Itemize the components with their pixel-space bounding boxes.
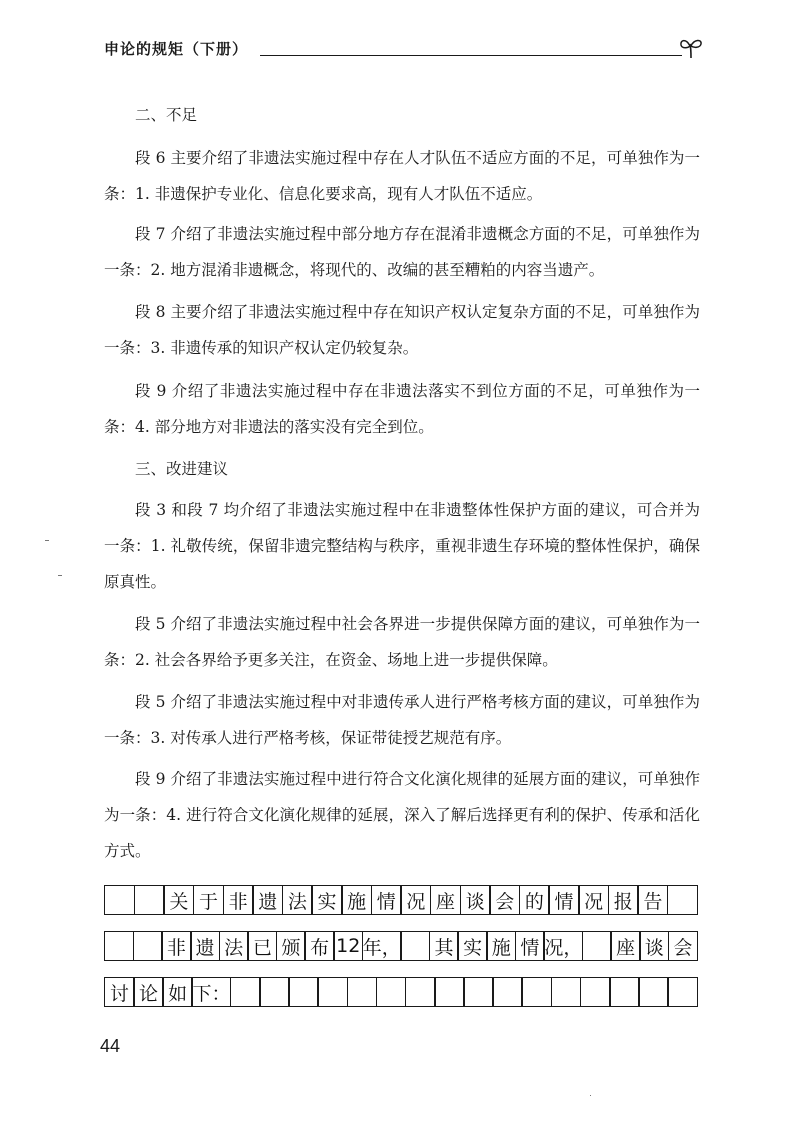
answer-grid-row <box>104 885 698 915</box>
grid-cell: 非 <box>161 931 191 961</box>
running-header <box>104 36 704 66</box>
grid-cell <box>667 885 698 915</box>
grid-cell: 情 <box>548 885 579 915</box>
section-heading-suggestions: 三、改进建议 <box>135 460 229 478</box>
grid-cell: 实 <box>457 931 487 961</box>
answer-grid-row <box>104 977 698 1007</box>
grid-cell: 实 <box>311 885 342 915</box>
grid-cell: 况 <box>578 885 609 915</box>
grid-cell: 情 <box>371 885 402 915</box>
grid-cell: 已 <box>247 931 277 961</box>
paragraph: 段 5 介绍了非遗法实施过程中社会各界进一步提供保障方面的建议，可单独作为一条：2. 社会各界给予更多关注，在资金、场地上进一步提供保障。 <box>104 615 700 669</box>
grid-cell: 颁 <box>276 931 306 961</box>
grid-cell: 年， <box>362 931 402 961</box>
grid-cell: 施 <box>486 931 516 961</box>
grid-cell: 的 <box>519 885 550 915</box>
grid-cell <box>104 885 135 915</box>
grid-cell <box>400 931 430 961</box>
grid-cell <box>492 977 523 1007</box>
grid-cell: 况， <box>543 931 583 961</box>
grid-cell <box>638 977 669 1007</box>
grid-cell <box>580 977 611 1007</box>
grid-cell <box>551 977 582 1007</box>
book-title: 申论的规矩（下册） <box>104 40 249 58</box>
grid-cell: 法 <box>282 885 313 915</box>
grid-cell: 座 <box>610 931 640 961</box>
grid-cell <box>609 977 640 1007</box>
grid-cell <box>582 931 612 961</box>
grid-cell: 告 <box>637 885 668 915</box>
grid-cell: 12 <box>333 931 363 961</box>
grid-cell <box>288 977 319 1007</box>
grid-cell: 情 <box>515 931 545 961</box>
paragraph: 段 7 介绍了非遗法实施过程中部分地方存在混淆非遗概念方面的不足，可单独作为一条：2. 地方混淆非遗概念，将现代的、改编的甚至糟粕的内容当遗产。 <box>104 225 700 279</box>
paragraph: 段 9 介绍了非遗法实施过程中存在非遗法落实不到位方面的不足，可单独作为一条：4. 部分地方对非遗法的落实没有完全到位。 <box>104 382 700 436</box>
answer-grid-row <box>104 931 698 961</box>
grid-cell <box>667 977 698 1007</box>
page-number: 44 <box>100 1036 121 1056</box>
paragraph: 段 9 介绍了非遗法实施过程中进行符合文化演化规律的延展方面的建议，可单独作为一条：4. 进行符合文化演化规律的延展，深入了解后选择更有利的保护、传承和活化方式。 <box>104 770 700 860</box>
grid-cell: 会 <box>668 931 698 961</box>
grid-cell: 非 <box>223 885 254 915</box>
paragraph: 段 8 主要介绍了非遗法实施过程中存在知识产权认定复杂方面的不足，可单独作为一条：3. 非遗传承的知识产权认定仍较复杂。 <box>104 303 700 357</box>
grid-cell <box>259 977 290 1007</box>
paragraph: 段 3 和段 7 均介绍了非遗法实施过程中在非遗整体性保护方面的建议，可合并为一条：1. 礼敬传统，保留非遗完整结构与秩序，重视非遗生存环境的整体性保护，确保原真性。 <box>104 501 700 591</box>
grid-cell: 遗 <box>252 885 283 915</box>
grid-cell: 讨 <box>104 977 135 1007</box>
grid-cell: 施 <box>341 885 372 915</box>
grid-cell: 报 <box>608 885 639 915</box>
grid-cell: 如 <box>162 977 193 1007</box>
grid-cell <box>134 885 165 915</box>
grid-cell: 其 <box>429 931 459 961</box>
grid-cell: 关 <box>163 885 194 915</box>
scan-speck <box>45 540 49 541</box>
paragraph: 段 6 主要介绍了非遗法实施过程中存在人才队伍不适应方面的不足，可单独作为一条：1. 非遗保护专业化、信息化要求高，现有人才队伍不适应。 <box>104 149 700 203</box>
grid-cell <box>230 977 261 1007</box>
sprout-icon <box>678 36 704 60</box>
grid-cell <box>104 931 134 961</box>
grid-cell: 会 <box>489 885 520 915</box>
grid-cell: 法 <box>219 931 249 961</box>
section-heading-shortcomings: 二、不足 <box>135 106 198 124</box>
grid-cell: 谈 <box>639 931 669 961</box>
scan-speck <box>58 575 62 576</box>
grid-cell <box>376 977 407 1007</box>
grid-cell <box>463 977 494 1007</box>
scan-speck <box>590 1095 591 1096</box>
header-rule <box>260 55 682 56</box>
grid-cell <box>347 977 378 1007</box>
grid-cell <box>521 977 552 1007</box>
grid-cell: 于 <box>193 885 224 915</box>
grid-cell: 遗 <box>190 931 220 961</box>
grid-cell: 谈 <box>460 885 491 915</box>
grid-cell: 况 <box>400 885 431 915</box>
grid-cell <box>133 931 163 961</box>
grid-cell: 布 <box>304 931 334 961</box>
grid-cell <box>434 977 465 1007</box>
paragraph: 段 5 介绍了非遗法实施过程中对非遗传承人进行严格考核方面的建议，可单独作为一条：3. 对传承人进行严格考核，保证带徒授艺规范有序。 <box>104 693 700 747</box>
grid-cell <box>317 977 348 1007</box>
grid-cell: 座 <box>430 885 461 915</box>
grid-cell <box>405 977 436 1007</box>
grid-cell: 论 <box>133 977 164 1007</box>
grid-cell: 下： <box>191 977 231 1007</box>
